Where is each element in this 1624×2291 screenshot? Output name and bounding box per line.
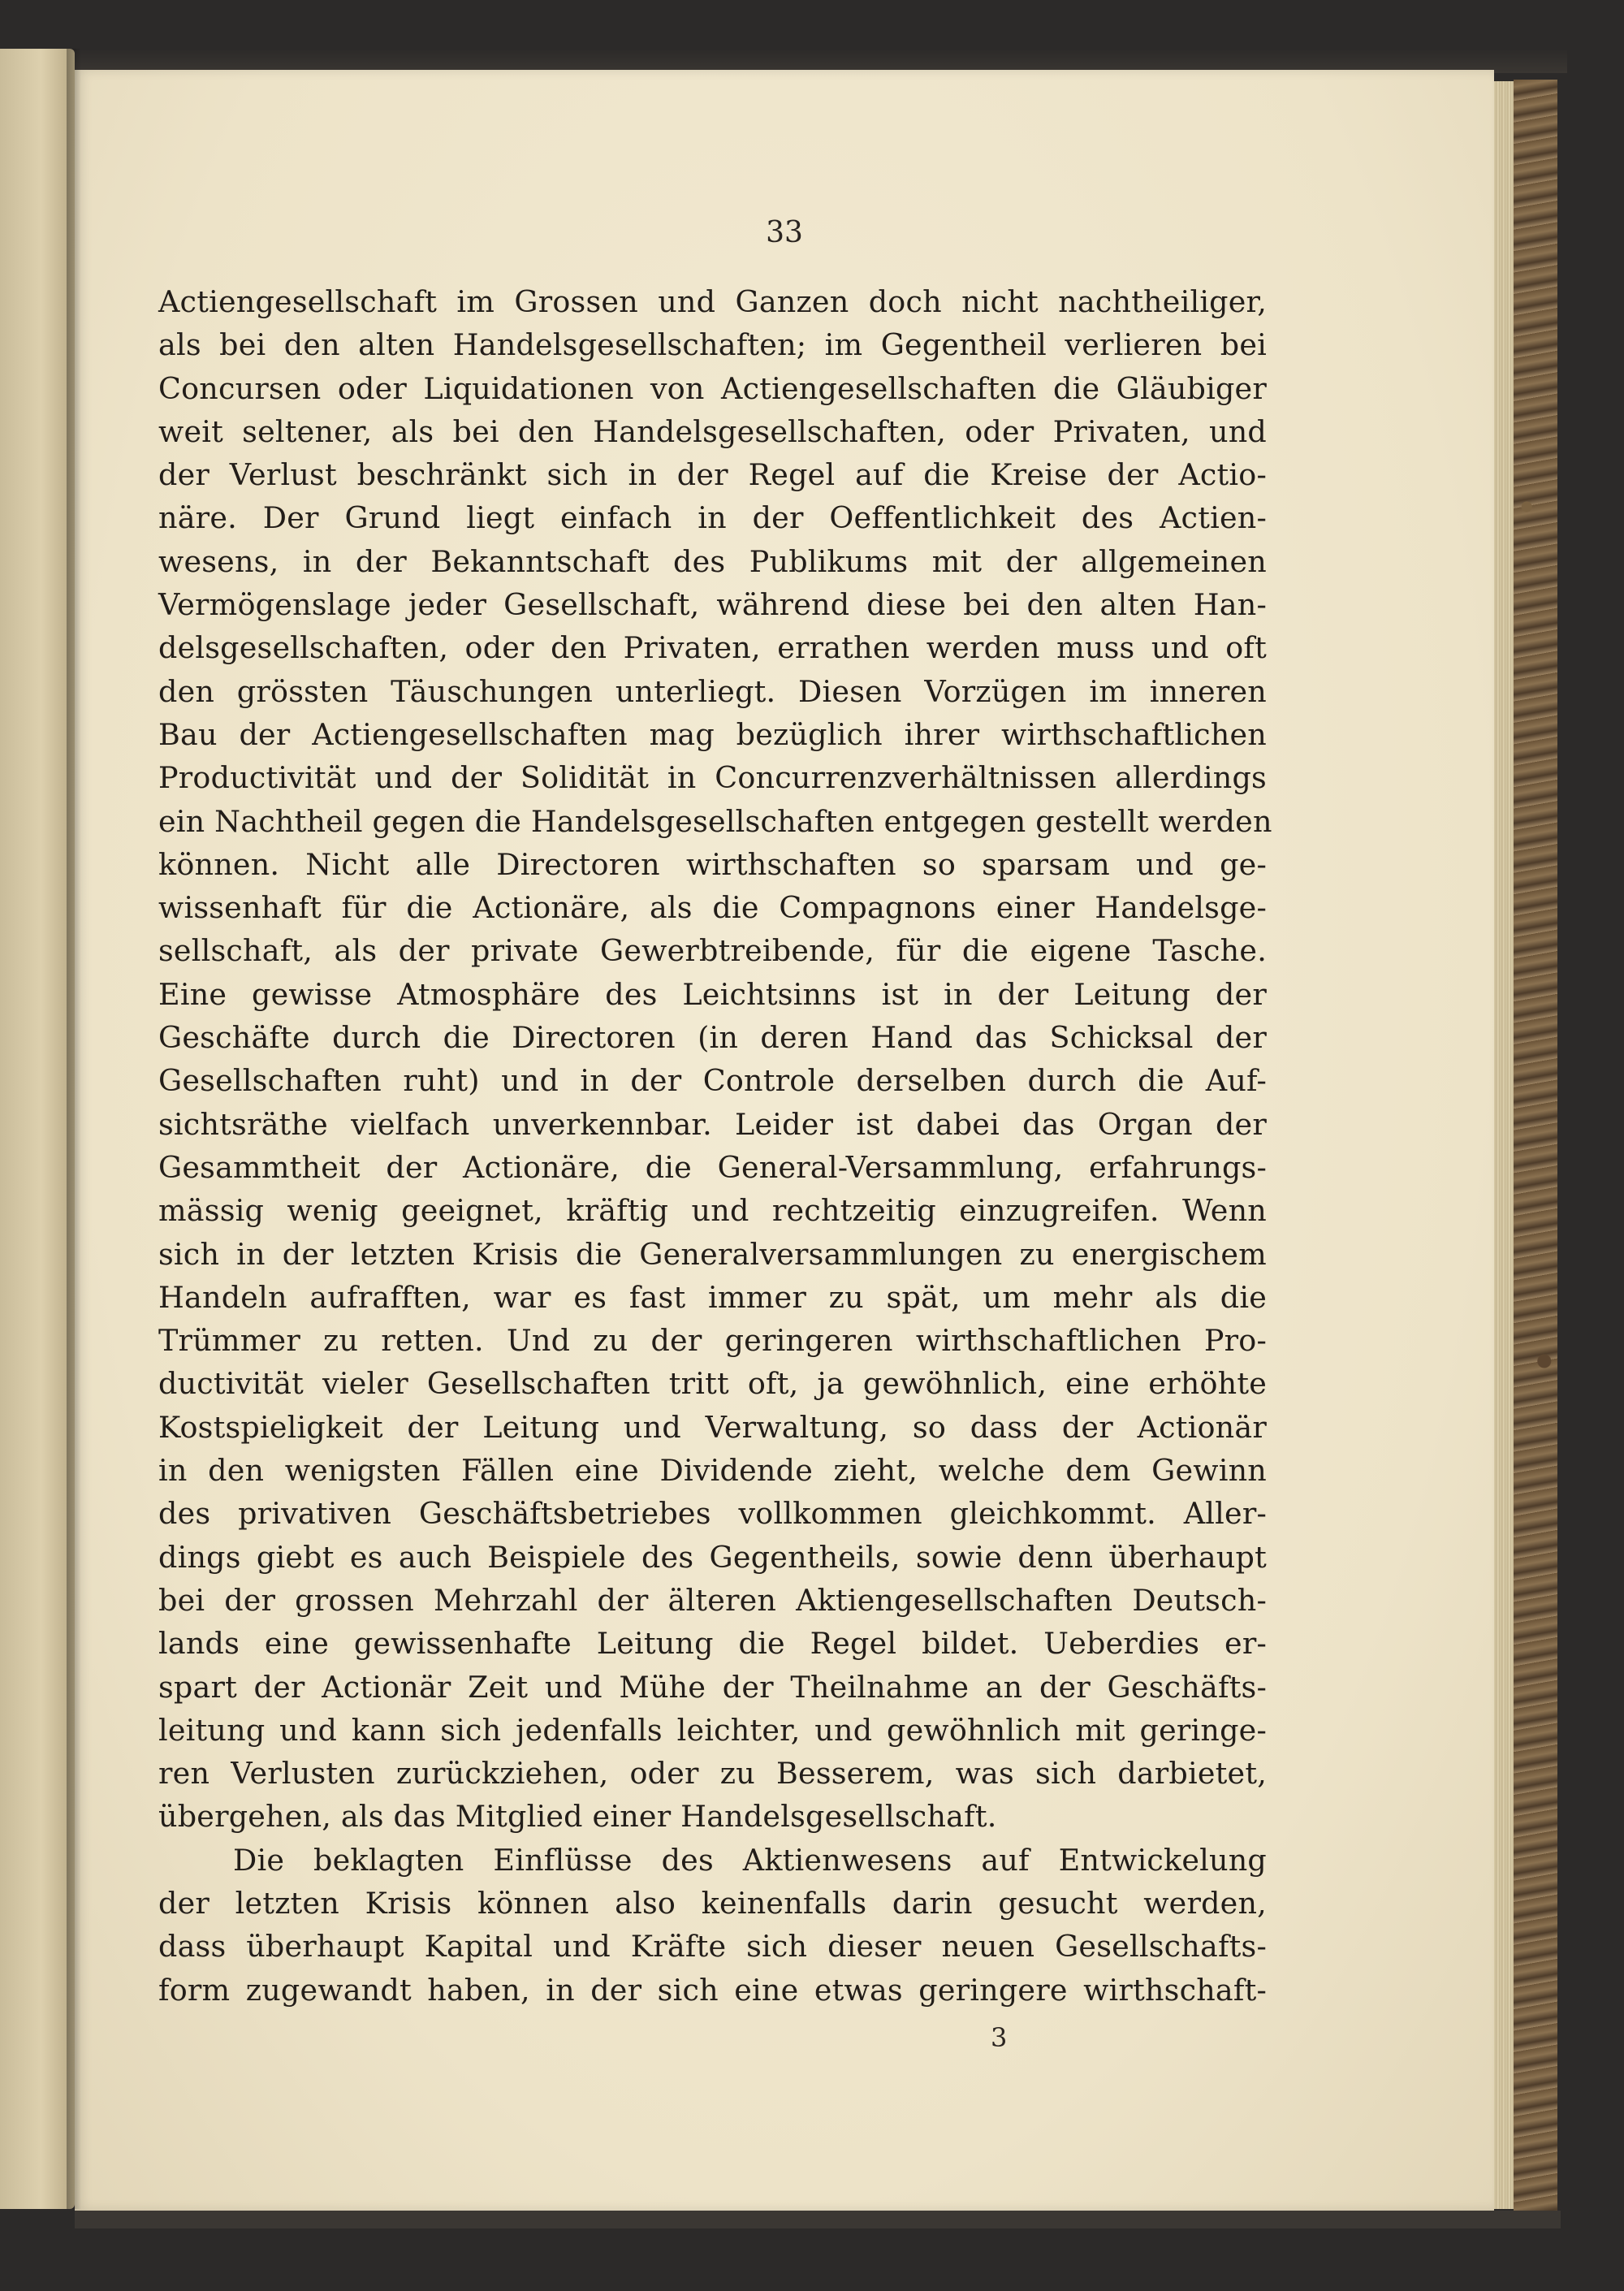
text-line: Gesammtheit der Actionäre, die General-Versammlung, erfahrungs- bbox=[158, 1149, 1267, 1185]
text-line: sichtsräthe vielfach unverkennbar. Leider ist dabei das Organ der bbox=[158, 1106, 1267, 1142]
text-line: Vermögenslage jeder Gesellschaft, während diese bei den alten Han- bbox=[158, 587, 1267, 623]
text-line: ein Nachtheil gegen die Handelsgesellschaften entgegen gestellt werden bbox=[158, 803, 1272, 839]
text-line: der Verlust beschränkt sich in der Regel auf die Kreise der Actio- bbox=[158, 457, 1267, 493]
page-stack-edge bbox=[1494, 81, 1514, 2209]
text-line: ductivität vieler Gesellschaften tritt oft, ja gewöhnlich, eine erhöhte bbox=[158, 1366, 1267, 1402]
text-line: Productivität und der Solidität in Concurrenzverhältnissen allerdings bbox=[158, 760, 1267, 796]
book-cover-bottom bbox=[75, 2211, 1561, 2228]
text-line: Eine gewisse Atmosphäre des Leichtsinns ist in der Leitung der bbox=[158, 976, 1267, 1012]
text-line: sellschaft, als der private Gewerbtreibende, für die eigene Tasche. bbox=[158, 933, 1267, 969]
page-number: 33 bbox=[766, 216, 803, 249]
text-line: mässig wenig geeignet, kräftig und rechtzeitig einzugreifen. Wenn bbox=[158, 1193, 1267, 1229]
text-line: form zugewandt haben, in der sich eine etwas geringere wirthschaft- bbox=[158, 1972, 1267, 2008]
body-text bbox=[158, 280, 1272, 2012]
text-line: delsgesellschaften, oder den Privaten, errathen werden muss und oft bbox=[158, 630, 1267, 666]
facing-page-edge bbox=[0, 49, 75, 2209]
text-line: den grössten Täuschungen unterliegt. Diesen Vorzügen im inneren bbox=[158, 673, 1267, 709]
text-line: wissenhaft für die Actionäre, als die Compagnons einer Handelsge- bbox=[158, 890, 1267, 926]
text-line: dass überhaupt Kapital und Kräfte sich dieser neuen Gesellschafts- bbox=[158, 1929, 1267, 1965]
text-line: dings giebt es auch Beispiele des Gegentheils, sowie denn überhaupt bbox=[158, 1539, 1267, 1575]
text-line: Actiengesellschaft im Grossen und Ganzen doch nicht nachtheiliger, bbox=[158, 284, 1267, 319]
text-line: Kostspieligkeit der Leitung und Verwaltung, so dass der Actionär bbox=[158, 1409, 1267, 1445]
text-line: übergehen, als das Mitglied einer Handelsgesellschaft. bbox=[158, 1799, 997, 1835]
marbled-book-cover bbox=[1514, 80, 1557, 2215]
text-line: lands eine gewissenhafte Leitung die Regel bildet. Ueberdies er- bbox=[158, 1626, 1267, 1662]
text-line: Geschäfte durch die Directoren (in deren Hand das Schicksal der bbox=[158, 1020, 1267, 1056]
text-line: Concursen oder Liquidationen von Actiengesellschaften die Gläubiger bbox=[158, 370, 1267, 406]
text-line: des privativen Geschäftsbetriebes vollkommen gleichkommt. Aller- bbox=[158, 1496, 1267, 1532]
text-line: der letzten Krisis können also keinenfalls darin gesucht werden, bbox=[158, 1885, 1267, 1921]
text-line: spart der Actionär Zeit und Mühe der Theilnahme an der Geschäfts- bbox=[158, 1669, 1267, 1705]
text-line: als bei den alten Handelsgesellschaften; im Gegentheil verlieren bei bbox=[158, 327, 1267, 363]
text-line: näre. Der Grund liegt einfach in der Oeffentlichkeit des Actien- bbox=[158, 500, 1267, 536]
text-line: Die beklagten Einflüsse des Aktienwesens auf Entwickelung bbox=[233, 1842, 1267, 1878]
text-line: können. Nicht alle Directoren wirthschaften so sparsam und ge- bbox=[158, 846, 1267, 882]
text-line: weit seltener, als bei den Handelsgesellschaften, oder Privaten, und bbox=[158, 413, 1267, 449]
text-line: Bau der Actiengesellschaften mag bezüglich ihrer wirthschaftlichen bbox=[158, 716, 1267, 752]
text-line: in den wenigsten Fällen eine Dividende zieht, welche dem Gewinn bbox=[158, 1453, 1267, 1489]
book-gutter bbox=[67, 49, 81, 2209]
text-line: leitung und kann sich jedenfalls leichter, und gewöhnlich mit geringe- bbox=[158, 1712, 1267, 1748]
text-line: Trümmer zu retten. Und zu der geringeren wirthschaftlichen Pro- bbox=[158, 1323, 1267, 1359]
text-line: wesens, in der Bekanntschaft des Publikums mit der allgemeinen bbox=[158, 543, 1267, 579]
text-line: ren Verlusten zurückziehen, oder zu Besserem, was sich darbietet, bbox=[158, 1756, 1267, 1792]
text-line: bei der grossen Mehrzahl der älteren Aktiengesellschaften Deutsch- bbox=[158, 1582, 1267, 1618]
signature-mark: 3 bbox=[991, 2022, 1008, 2053]
text-line: Gesellschaften ruht) und in der Controle derselben durch die Auf- bbox=[158, 1063, 1267, 1099]
text-line: Handeln aufrafften, war es fast immer zu spät, um mehr als die bbox=[158, 1279, 1267, 1315]
text-line: sich in der letzten Krisis die Generalversammlungen zu energischem bbox=[158, 1236, 1267, 1272]
